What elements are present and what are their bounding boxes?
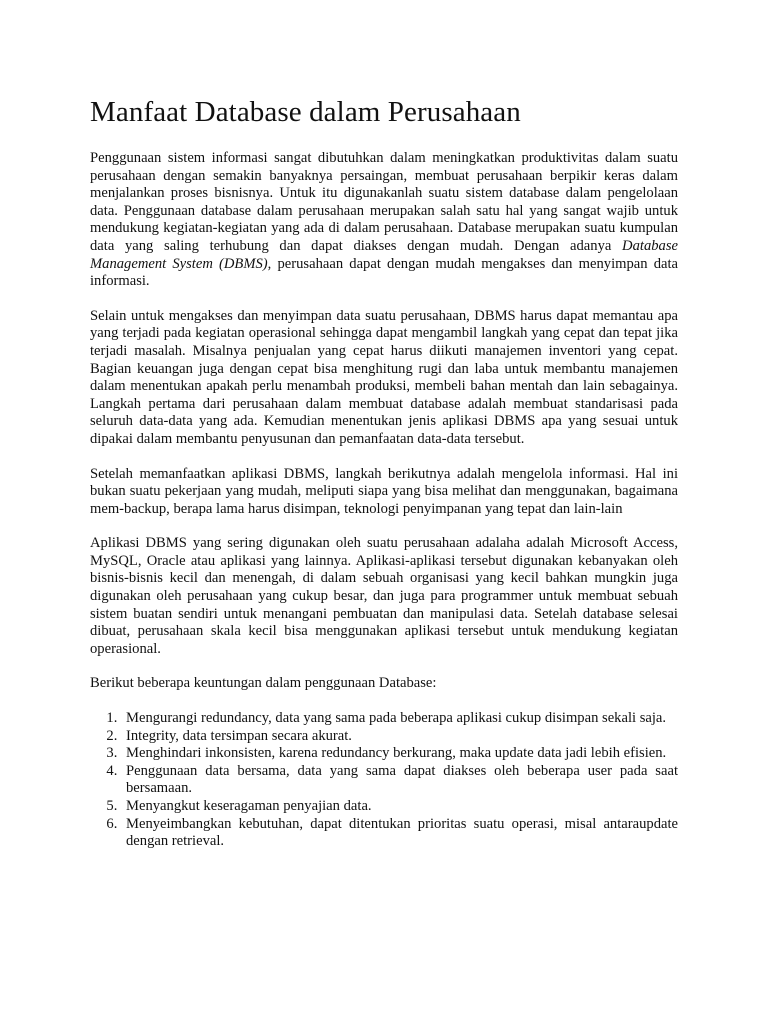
document-title: Manfaat Database dalam Perusahaan [90, 96, 521, 128]
list-item: 6. Menyeimbangkan kebutuhan, dapat ditentukan prioritas suatu operasi, misal antaraupdate dengan retrieval. [121, 816, 678, 851]
paragraph-1 [90, 150, 678, 291]
benefits-list [90, 710, 678, 851]
paragraph-2: Selain untuk mengakses dan menyimpan data suatu perusahaan, DBMS harus dapat memantau apa yang terjadi pada kegiatan operasional sehingga dapat mengambil langkah yang cepat dan tepat jika terjadi masalah. Misalnya penjualan yang cepat harus diikuti manajemen inventori yang cepat. Bagian keuangan juga dengan cepat bisa menghitung rugi dan laba untuk membantu manajemen dalam menentukan apakah perlu menambah produksi, membeli bahan mentah dan lain sebagainya. Langkah pertama dari perusahaan dalam membuat database adalah membuat standarisasi pada seluruh data-data yang ada. Kemudian menentukan jenis aplikasi DBMS apa yang sesuai untuk dipakai dalam membantu penyusunan dan pemanfaatan data-data tersebut. [90, 307, 678, 447]
list-item: 1. Mengurangi redundancy, data yang sama pada beberapa aplikasi cukup disimpan sekali saja. [121, 710, 678, 728]
paragraph-3: Setelah memanfaatkan aplikasi DBMS, langkah berikutnya adalah mengelola informasi. Hal ini bukan suatu pekerjaan yang mudah, meliputi siapa yang bisa melihat dan menggunakan, bagaimana mem-backup, berapa lama harus disimpan, teknologi penyimpanan yang tepat dan lain-lain [90, 465, 678, 517]
list-item: 4. Penggunaan data bersama, data yang sama dapat diakses oleh beberapa user pada saat bersamaan. [121, 763, 678, 798]
paragraph-1-italic-term: Database Management System (DBMS) [90, 237, 678, 272]
list-item: 5. Menyangkut keseragaman penyajian data. [121, 798, 678, 816]
list-item: 2. Integrity, data tersimpan secara akurat. [121, 728, 678, 746]
document-page [90, 92, 678, 851]
paragraph-1-text-start: Penggunaan sistem informasi sangat dibutuhkan dalam meningkatkan produktivitas dalam suatu perusahaan dengan semakin banyaknya persaingan, membuat perusahaan berpikir keras dalam menjalankan proses bisnisnya. Untuk itu digunakanlah suatu sistem database dalam pengelolaan data. Penggunaan database dalam perusahaan merupakan salah satu hal yang sangat wajib untuk mendukung kegiatan-kegiatan yang ada di dalam perusahaan. Database merupakan suatu kumpulan data yang saling terhubung dan dapat diakses dengan mudah. Dengan adanya [90, 150, 678, 254]
paragraph-5: Berikut beberapa keuntungan dalam penggunaan Database: [90, 675, 437, 692]
paragraph-4: Aplikasi DBMS yang sering digunakan oleh suatu perusahaan adalaha adalah Microsoft Access, MySQL, Oracle atau aplikasi yang lainnya. Aplikasi-aplikasi tersebut digunakan kebanyakan oleh bisnis-bisnis kecil dan menengah, di dalam sebuah organisasi yang kecil bahkan mungkin juga digunakan oleh perusahaan yang cukup besar, dan juga para programmer untuk membuat sebuah sistem buatan sendiri untuk menangani pembuatan dan manipulasi data. Setelah database selesai dibuat, perusahaan skala kecil bisa menggunakan aplikasi tersebut untuk mendukung kegiatan operasional. [90, 535, 678, 657]
paragraph-1-text-end: , perusahaan dapat dengan mudah mengakses dan menyimpan data informasi. [90, 255, 679, 290]
list-item: 3. Menghindari inkonsisten, karena redundancy berkurang, maka update data jadi lebih efisien. [121, 745, 678, 763]
